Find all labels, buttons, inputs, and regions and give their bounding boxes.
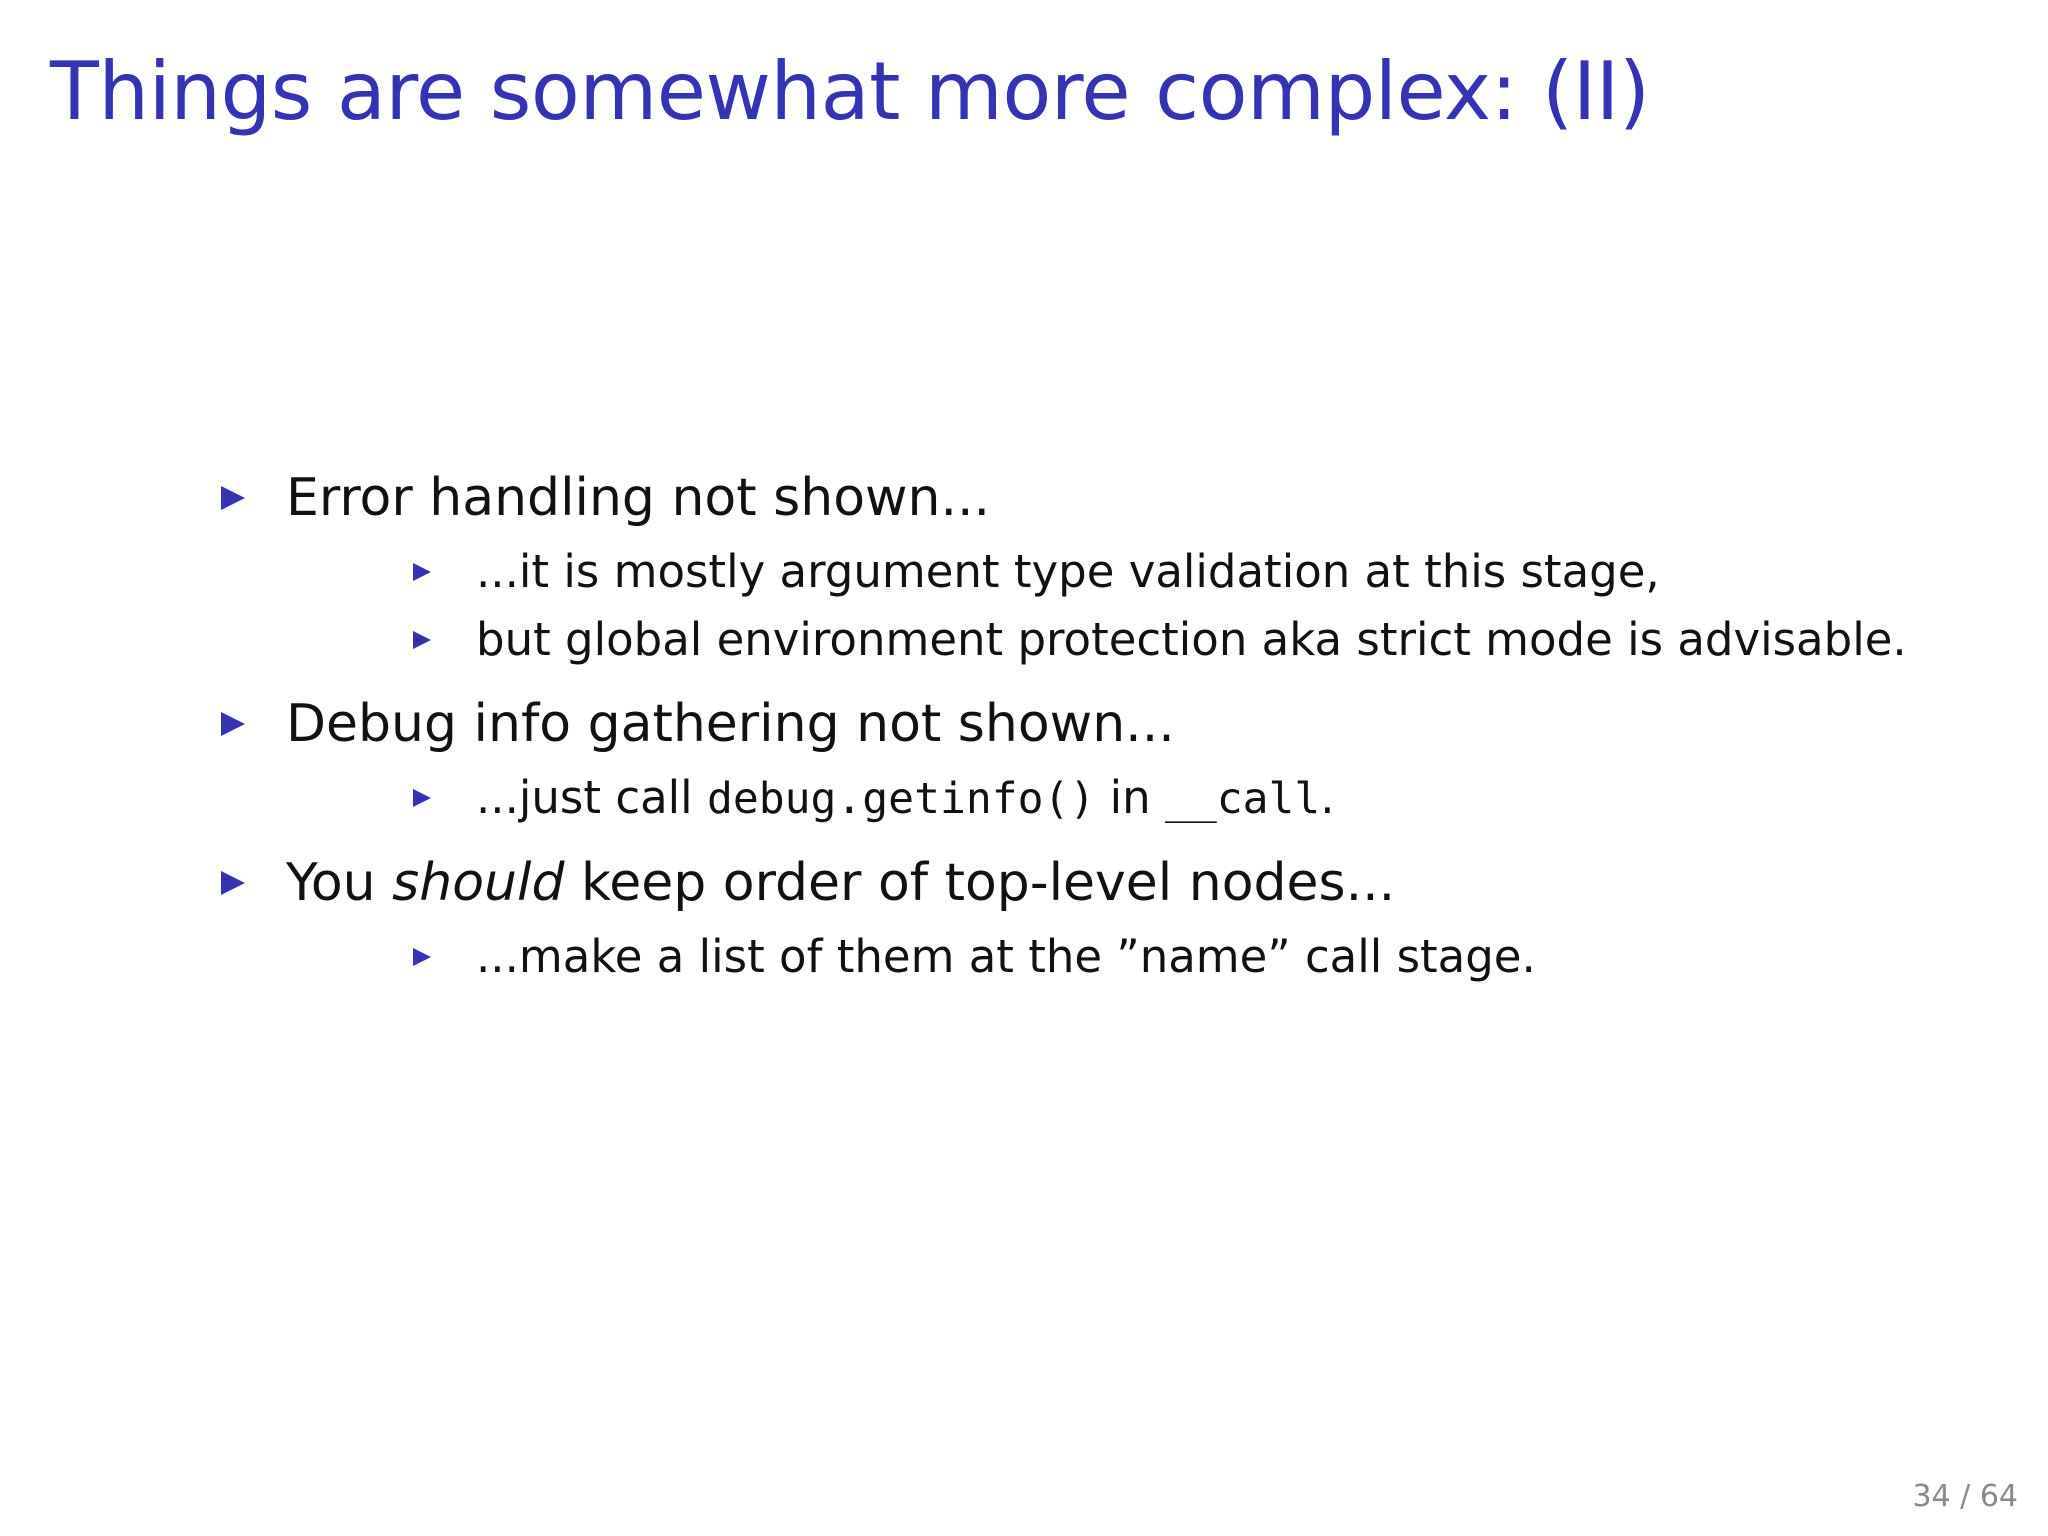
emphasis-text: should (392, 853, 565, 913)
sub-list-item-middle: in (1095, 771, 1165, 824)
sub-list-item-text: ...make a list of them at the ”name” call stage. (476, 930, 1536, 983)
bullet-list (218, 462, 1998, 991)
list-item-text: Error handling not shown... (286, 468, 991, 528)
triangle-right-icon (410, 606, 434, 674)
sub-list-item-text: but global environment protection aka strict mode is advisable. (476, 613, 1907, 666)
triangle-right-icon (410, 923, 434, 991)
list-item (218, 847, 1998, 991)
page-number: 34 / 64 (1912, 1479, 2018, 1514)
triangle-right-icon (410, 764, 434, 832)
sub-list-item (410, 923, 1998, 991)
code-call: __call (1164, 774, 1321, 824)
sub-list (286, 538, 1998, 674)
list-item (218, 688, 1998, 833)
sub-list-item-suffix: . (1320, 771, 1335, 824)
slide-title: Things are somewhat more complex: (II) (50, 45, 1650, 138)
sub-list-item (410, 764, 1998, 833)
sub-list-item (410, 538, 1998, 606)
sub-list-item (410, 606, 1998, 674)
triangle-right-icon (218, 462, 248, 534)
sub-list (286, 764, 1998, 833)
triangle-right-icon (410, 538, 434, 606)
triangle-right-icon (218, 688, 248, 760)
sub-list-item-prefix: ...just call (476, 771, 707, 824)
list-item (218, 462, 1998, 674)
sub-list (286, 923, 1998, 991)
list-item-prefix: You (286, 853, 393, 913)
triangle-right-icon (218, 847, 248, 919)
code-debug-getinfo: debug.getinfo() (706, 774, 1096, 824)
list-item-suffix: keep order of top-level nodes... (564, 853, 1396, 913)
sub-list-item-text: ...it is mostly argument type validation at this stage, (476, 545, 1660, 598)
list-item-text: Debug info gathering not shown... (286, 694, 1175, 754)
